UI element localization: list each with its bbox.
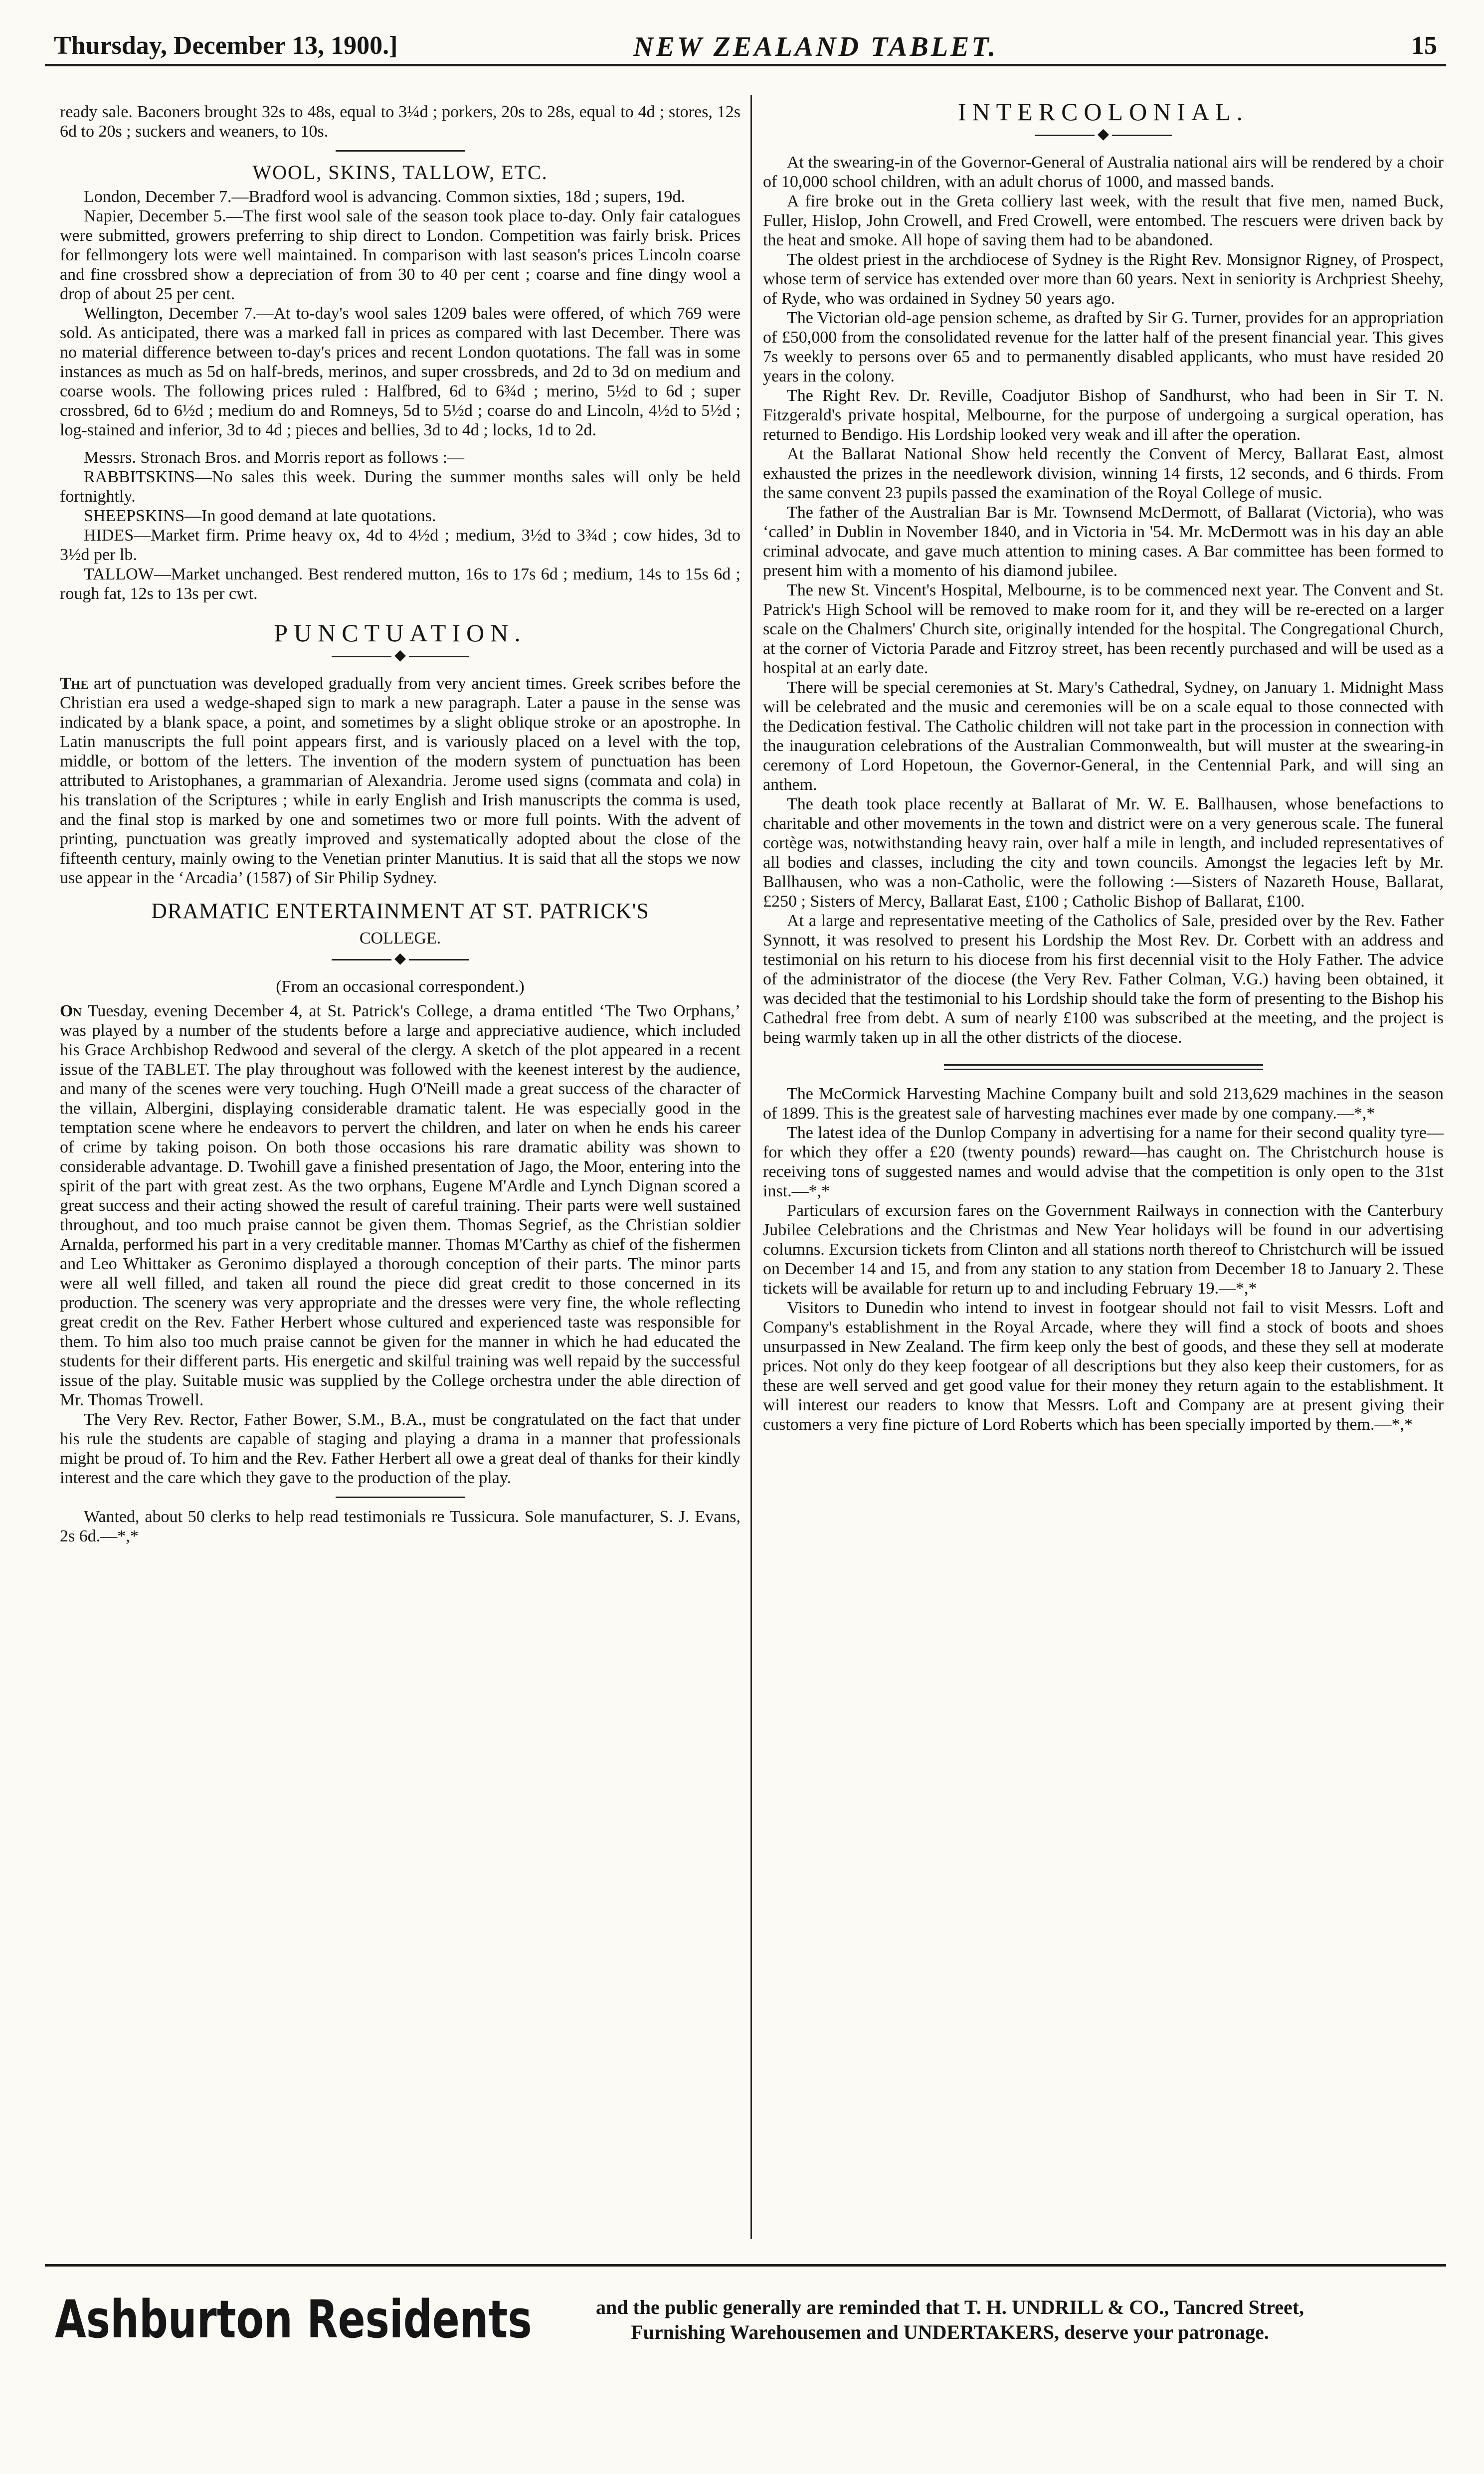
- wool-paragraph: SHEEPSKINS—In good demand at late quotations.: [84, 507, 436, 525]
- double-rule: [944, 1064, 1263, 1070]
- page-number: 15: [1411, 31, 1437, 60]
- punctuation-article: [60, 674, 741, 888]
- footer-notice-line: Furnishing Warehousemen and UNDERTAKERS, deserve your patronage.: [631, 2321, 1269, 2343]
- footer-rule: [45, 2264, 1446, 2267]
- livestock-report-end: ready sale. Baconers brought 32s to 48s, equal to 3¼d ; porkers, 20s to 28s, equal to 4d ; stores, 12s 6d to 20s ; suckers and weaners, to 10s.: [60, 103, 741, 141]
- wool-paragraph: Wellington, December 7.—At to-day's wool sales 1209 bales were offered, of which 769 were sold. As anticipated, there was a marked fall in prices as compared with last December. There was no material difference between to-day's prices and recent London quotations. The fall was in some instances as much as 5d on half-breds, merinos, and super crossbreds, and 2d to 3d on medium and coarse wools. The following prices ruled : Halfbred, 6d to 6¾d ; merino, 5½d to 6d ; super crossbred, 6d to 6½d ; medium do and Romneys, 5d to 5½d ; coarse do and Lincoln, 4½d to 5½d ; log-stained and inferior, 3d to 4d ; pieces and bellies, 3d to 4d ; locks, 1d to 2d.: [60, 304, 741, 439]
- spacer: [60, 440, 741, 448]
- wool-paragraph: London, December 7.—Bradford wool is advancing. Common sixties, 18d ; supers, 19d.: [84, 188, 685, 206]
- news-paragraph: The Right Rev. Dr. Reville, Coadjutor Bishop of Sandhurst, who had been in Sir T. N. Fitzgerald's private hospital, Melbourne, for the purpose of undergoing a surgical operation, has returned to Bendigo. His Lordship looked very weak and ill after the operation.: [763, 386, 1444, 444]
- news-paragraph: At the swearing-in of the Governor-General of Australia national airs will be rendered by a choir of 10,000 school children, with an adult chorus of 1000, and massed bands.: [763, 153, 1444, 191]
- news-paragraph: At a large and representative meeting of the Catholics of Sale, presided over by the Rev. Father Synnott, it was resolved to present his Lordship the Most Rev. Dr. Corbett with an address and testimonial on his return to his diocese from his first decennial visit to the Holy Father. The advice of the administrator of the diocese (the Very Rev. Father Colman, V.G.) having been obtained, it was decided that the testimonial to his Lordship should take the form of presenting to the Bishop his Cathedral free from debt. A sum of nearly £100 was subscribed at the meeting, and the project is being warmly taken up in all the other districts of the diocese.: [763, 912, 1444, 1047]
- newspaper-title: NEW ZEALAND TABLET.: [633, 31, 998, 62]
- ornament-divider: ◆: [763, 127, 1444, 142]
- notice-paragraph: Particulars of excursion fares on the Government Railways in connection with the Canterbury Jubilee Celebrations and the Christmas and New Year holidays will be found in our advertising columns. Excursion tickets from Clinton and all stations north thereof to Christchurch will be issued on December 14 and 15, and from any station to any station from December 18 to January 2. These tickets will be available for return up to and including February 19.—*,*: [763, 1201, 1444, 1298]
- masthead: [45, 29, 1446, 66]
- news-paragraph: The Victorian old-age pension scheme, as drafted by Sir G. Turner, provides for an appropriation of £50,000 from the consolidated revenue for the latter half of the present financial year. This gives 7s weekly to persons over 65 and to permanently disabled applicants, who must have resided 20 years in the colony.: [763, 309, 1444, 385]
- advertisement-footer: [55, 2289, 1441, 2374]
- wool-paragraph: HIDES—Market firm. Prime heavy ox, 4d to 4½d ; medium, 3½d to 3¾d ; cow hides, 3d to 3½d per lb.: [60, 526, 741, 564]
- intercolonial-heading: INTERCOLONIAL.: [957, 102, 1249, 126]
- drop-word: The: [60, 674, 89, 693]
- ornament-divider: ◆: [60, 648, 741, 663]
- news-paragraph: The father of the Australian Bar is Mr. Townsend McDermott, of Ballarat (Victoria), who was ‘called’ in Dublin in November 1840, and in Victoria in '54. Mr. McDermott was in his day an able criminal advocate, and gave much attention to mining cases. A Bar committee has been formed to present him with a momento of his diamond jubilee.: [763, 503, 1444, 580]
- news-paragraph: The oldest priest in the archdiocese of Sydney is the Right Rev. Monsignor Rigney, of Prospect, whose term of service has extended over more than 60 years. Next in seniority is Archpriest Sheehy, of Ryde, who was ordained in Sydney 50 years ago.: [763, 250, 1444, 308]
- issue-date: Thursday, December 13, 1900.]: [54, 31, 398, 60]
- wool-paragraph: Napier, December 5.—The first wool sale of the season took place to-day. Only fair catalogues were submitted, growers preferring to ship direct to London. Competition was fairly brisk. Prices for fellmongery lots were well maintained. In comparison with last season's prices Lincoln coarse and fine crossbred show a depreciation of from 30 to 40 per cent ; coarse and fine dingy wool a drop of about 25 per cent.: [60, 207, 741, 303]
- drama-paragraph: The Very Rev. Rector, Father Bower, S.M., B.A., must be congratulated on the fact that under his rule the students are capable of staging and playing a drama in a manner that professionals might be proud of. To him and the Rev. Father Herbert all owe a great deal of thanks for their kindly interest and the care which they gave to the production of the play.: [60, 1410, 741, 1487]
- drama-heading: DRAMATIC ENTERTAINMENT AT ST. PATRICK'S: [151, 899, 649, 923]
- wanted-notice: Wanted, about 50 clerks to help read testimonials re Tussicura. Sole manufacturer, S. J. Evans, 2s 6d.—*,*: [60, 1508, 741, 1545]
- footer-notice: [464, 2295, 1436, 2345]
- news-paragraph: There will be special ceremonies at St. Mary's Cathedral, Sydney, on January 1. Midnight Mass will be celebrated and the music and ceremonies will be on a scale equal to those connected with the Dedication festival. The Catholic children will not take part in the procession in connection with the inauguration celebrations of the Australian Commonwealth, but will muster at the swearing-in ceremony of Lord Hopetoun, the Governor-General, in the Centennial Park, and will sing an anthem.: [763, 678, 1444, 794]
- footer-notice-line: and the public generally are reminded that T. H. UNDRILL & CO., Tancred Street,: [595, 2296, 1304, 2318]
- footer-banner: Ashburton Residents: [55, 2289, 532, 2350]
- notice-paragraph: The latest idea of the Dunlop Company in advertising for a name for their second quality tyre—for which they offer a £20 (twenty pounds) reward—has caught on. The Christchurch house is receiving tons of suggested names and would advise that the competition is only open to the 31st inst.—*,*: [763, 1124, 1444, 1200]
- drama-article: [60, 1001, 741, 1410]
- right-column: [763, 102, 1444, 2237]
- notice-paragraph: Visitors to Dunedin who intend to invest in footgear should not fail to visit Messrs. Loft and Company's establishment in the Royal Arcade, where they will find a stock of boots and shoes unsurpassed in New Zealand. The firm keep only the best of goods, and these they sell at moderate prices. Not only do they keep footgear of all descriptions but they also keep their customers, for as these are well served and get good value for their money they return again to the establishment. It will interest our readers to know that Messrs. Loft and Company are at present giving their customers a very fine picture of Lord Roberts which has been specially imported by them.—*,*: [763, 1299, 1444, 1434]
- drop-word: On: [60, 1002, 82, 1020]
- punctuation-body: art of punctuation was developed gradually from very ancient times. Greek scribes before the Christian era used a wedge-shaped sign to mark a new paragraph. Later a pause in the sense was indicated by a blank space, a point, and sometimes by a slight oblique stroke or an apostrophe. In Latin manuscripts the full point appears first, and is variously placed on a level with the top, middle, or bottom of the letters. The invention of the modern system of punctuation has been attributed to Aristophanes, a grammarian of Alexandria. Jerome used signs (commata and cola) in his translation of the Scriptures ; while in early English and Irish manuscripts the comma is used, and the final stop is marked by one and sometimes two or more full points. With the advent of printing, punctuation was greatly improved and systematically adopted about the close of the fifteenth century, mainly owing to the Venetian printer Manutius. It is said that all the stops we now use appear in the ‘Arcadia’ (1587) of Sir Philip Sydney.: [60, 674, 741, 887]
- news-paragraph: The new St. Vincent's Hospital, Melbourne, is to be commenced next year. The Convent and St. Patrick's High School will be removed to make room for it, and they will be re-erected on a larger scale on the Chalmers' Church site, originally intended for the hospital. The Congregational Church, at the corner of Victoria Parade and Fitzroy street, has been recently purchased and will be used as a hospital at an early date.: [763, 581, 1444, 677]
- wool-paragraph: RABBITSKINS—No sales this week. During the summer months sales will only be held fortnightly.: [60, 468, 741, 506]
- news-paragraph: The death took place recently at Ballarat of Mr. W. E. Ballhausen, whose benefactions to charitable and other movements in the town and district were on a very generous scale. The funeral cortège was, notwithstanding heavy rain, over half a mile in length, and included representatives of all bodies and classes, including the city and town councils. Amongst the legacies left by Mr. Ballhausen, who was a non-Catholic, were the following :—Sisters of Nazareth House, Ballarat, £250 ; Sisters of Mercy, Ballarat East, £100 ; Catholic Bishop of Ballarat, £100.: [763, 795, 1444, 911]
- news-paragraph: A fire broke out in the Greta colliery last week, with the result that five men, named Buck, Fuller, Hislop, John Crowell, and Fred Crowell, were entombed. The rescuers were driven back by the heat and smoke. All hope of saving them had to be abandoned.: [763, 192, 1444, 249]
- drama-body: Tuesday, evening December 4, at St. Patrick's College, a drama entitled ‘The Two Orphans,’ was played by a number of the students before a large and appreciative audience, which included his Grace Archbishop Redwood and several of the clergy. A sketch of the plot appeared in a recent issue of the TABLET. The play throughout was followed with the keenest interest by the audience, and many of the scenes were very touching. Hugh O'Neill made a great success of the character of the villain, Albergini, displaying considerable dramatic talent. He was especially good in the temptation scene where he endeavors to pervert the children, and later on when he ends his career of crime by taking poison. On both those occasions his rare dramatic ability was shown to considerable advantage. D. Twohill gave a finished presentation of Jago, the Moor, entering into the spirit of the part with great zest. As the two orphans, Eugene M'Ardle and Lynch Dignan scored a great success and their acting showed the result of careful training. Their parts were well sustained throughout, and too much praise cannot be given them. Thomas Segrief, as the Christian soldier Arnalda, performed his part in a very creditable manner. Thomas M'Carthy as chief of the fishermen and Leo Whittaker as Geronimo displayed a thorough conception of their parts. The minor parts were all well filled, and taken all round the piece did great credit to those concerned in its production. The scenery was very appropriate and the dresses were very fine, the whole reflecting great credit on the Rev. Father Herbert whose cultured and experienced taste was responsible for them. To him also too much praise cannot be given for the manner in which he had educated the students for their different parts. His energetic and skilful training was well repaid by the successful issue of the play. Suitable music was supplied by the College orchestra under the able direction of Mr. Thomas Trowell.: [60, 1002, 741, 1409]
- notice-paragraph: The McCormick Harvesting Machine Company built and sold 213,629 machines in the season of 1899. This is the greatest sale of harvesting machines ever made by one company.—*,*: [763, 1085, 1444, 1123]
- wool-paragraph: TALLOW—Market unchanged. Best rendered mutton, 16s to 17s 6d ; medium, 14s to 15s 6d ; rough fat, 12s to 13s per cwt.: [60, 565, 741, 603]
- news-paragraph: At the Ballarat National Show held recently the Convent of Mercy, Ballarat East, almost exhausted the prizes in the needlework division, winning 14 firsts, 12 seconds, and 6 thirds. From the same convent 23 pupils passed the examination of the Royal College of music.: [763, 445, 1444, 502]
- section-rule: [336, 1497, 465, 1498]
- column-divider: [750, 95, 752, 2239]
- wool-heading: WOOL, SKINS, TALLOW, ETC.: [252, 161, 548, 184]
- wool-paragraph: Messrs. Stronach Bros. and Morris report as follows :—: [84, 448, 465, 467]
- drama-byline: (From an occasional correspondent.): [276, 977, 525, 996]
- drama-subheading: COLLEGE.: [359, 929, 441, 948]
- ornament-divider: ◆: [60, 951, 741, 966]
- section-rule: [336, 150, 465, 152]
- punctuation-heading: PUNCTUATION.: [274, 619, 527, 647]
- left-column: [60, 102, 741, 2237]
